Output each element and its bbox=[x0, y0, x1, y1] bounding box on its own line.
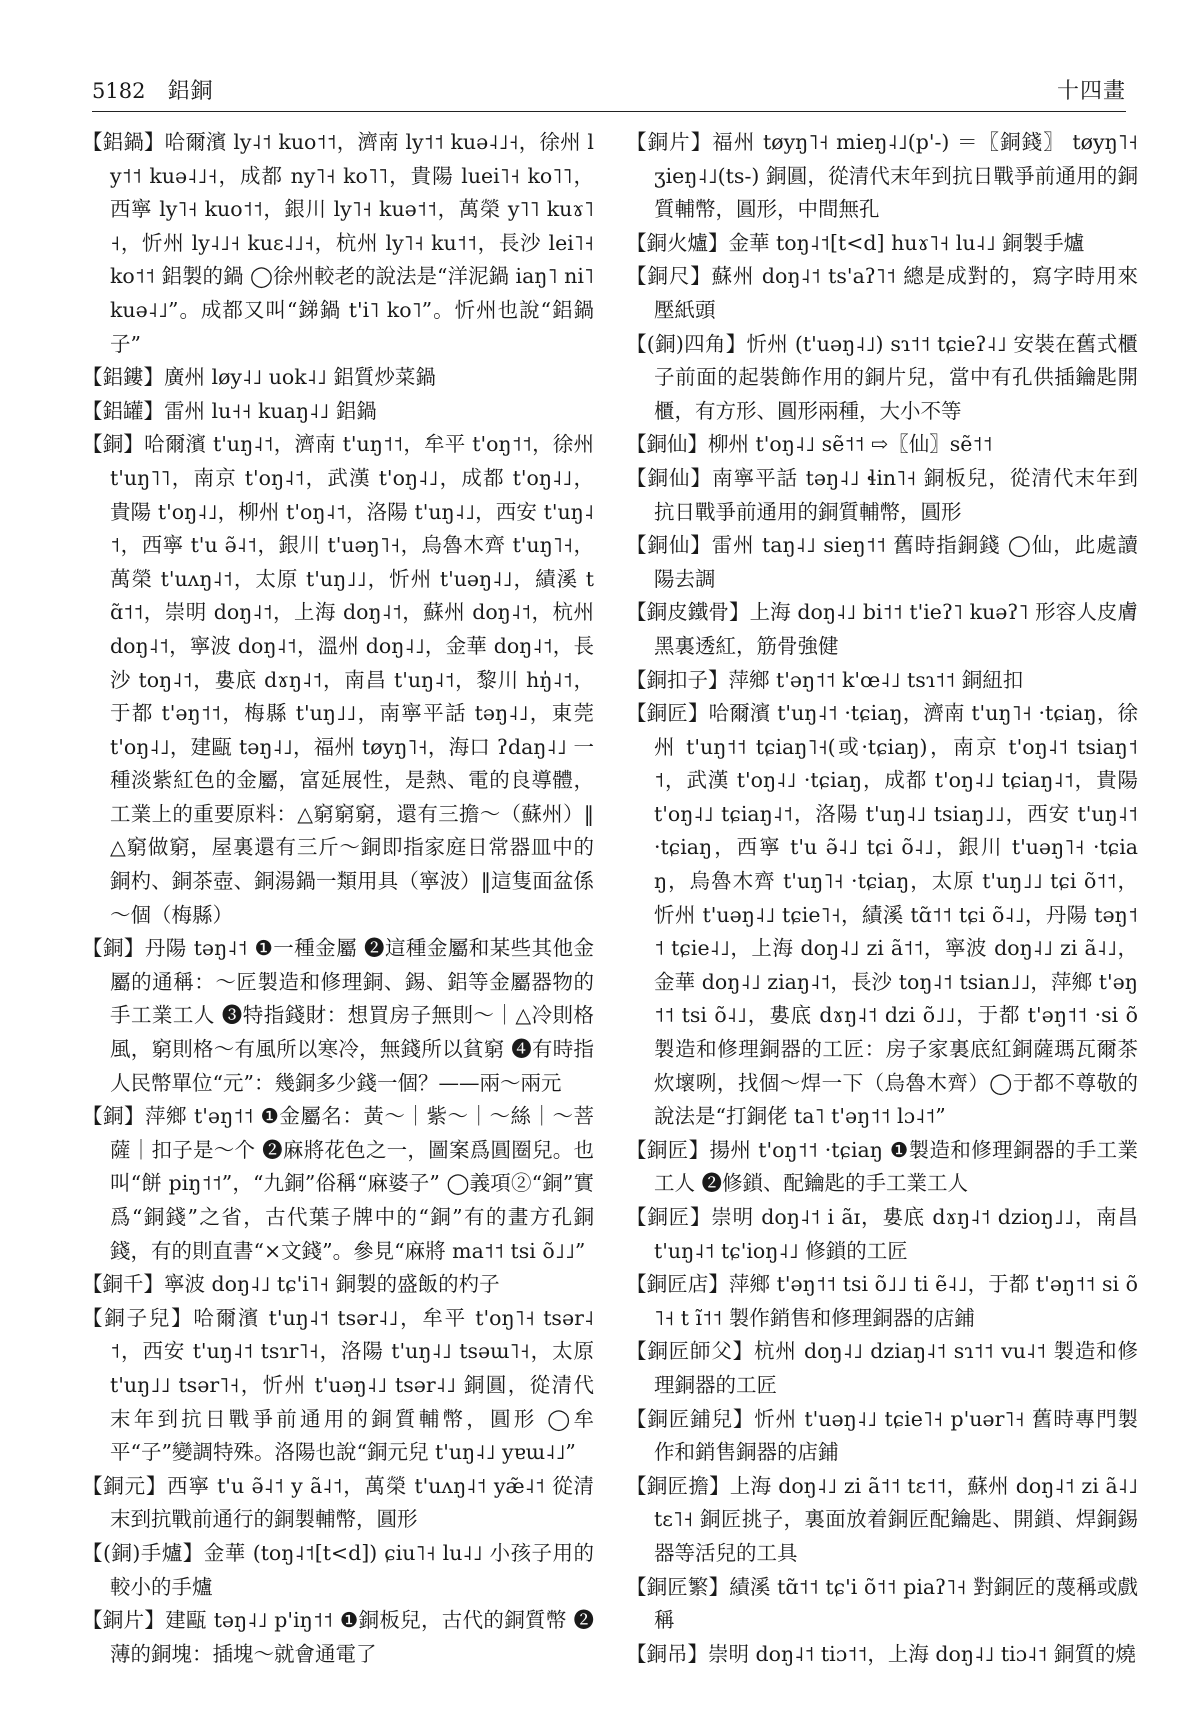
dictionary-entry: 【銅元】西寧 t'u ə̃˨˦ y ã˨˦，萬榮 t'uʌŋ˨˦ yæ̃˨˦ 從清末到抗戰前通行的銅製輔幣，圓形 bbox=[82, 1473, 594, 1532]
dictionary-entry: 【銅仙】雷州 taŋ˨˩ sieŋ˦˦ 舊時指銅錢 ◯仙，此處讀陽去調 bbox=[626, 533, 1138, 591]
dictionary-entry: 【銅匠】哈爾濱 t'uŋ˨˦ ·tɕiaŋ，濟南 t'uŋ˥˧ ·tɕiaŋ，徐州 t'uŋ˦˦ tɕiaŋ˥˧(或·tɕiaŋ)，南京 t'oŋ˨˦ tsiaŋ˦˦，武漢 t'oŋ˨˩ ·tɕiaŋ，成都 t'oŋ˨˩ tɕiaŋ˨˦，貴陽 t'oŋ˨˩ tɕiaŋ˨˦，洛陽 t'uŋ˨˩ tsiaŋ˩˩，西安 t'uŋ˨˦ ·tɕiaŋ，西寧 t'u ə̃˨˩ tɕi õ˨˩，銀川 t'uəŋ˥˧ ·tɕiaŋ，烏魯木齊 t'uŋ˥˧ ·tɕiaŋ，太原 t'uŋ˩˩ tɕi õ˦˦，忻州 t'uəŋ˨˩ tɕie˥˧，績溪 tɑ̃˦˦ tɕi õ˨˩，丹陽 təŋ˦˦ tɕie˨˩，上海 doŋ˨˩ zi ã˦˦，寧波 doŋ˨˩ zi ã˨˩，金華 doŋ˨˩ ziaŋ˨˦，長沙 toŋ˨˦ tsian˩˩，萍鄉 t'əŋ˦˦ tsi õ˨˩，婁底 dɤŋ˨˦ dzi õ˩˩，于都 t'əŋ˦˦ ·si õ 製造和修理銅器的工匠：房子家裏底紅銅薩瑪瓦爾茶炊壞咧，找個～焊一下（烏魯木齊）◯于都不尊敬的說法是“打銅佬 ta˥ t'əŋ˦˦ lɔ˨˦” bbox=[626, 701, 1138, 1129]
dictionary-entry: 【鋁鍋】哈爾濱 ly˨˦ kuo˦˦，濟南 ly˦˦ kuə˨˩˧，徐州 ly˦˦ kuə˨˩˧，成都 ny˥˧ ko˥˥，貴陽 luei˥˧ ko˥˥，西寧 ly˥˧ kuo˦˦，銀川 ly˥˧ kuə˦˦，萬榮 y˥˥ kuɤ˥˧，忻州 ly˨˩˧ kuɛ˨˩˧，杭州 ly˥˧ ku˦˦，長沙 lei˥˧ ko˦˦ 鋁製的鍋 ◯徐州較老的說法是“洋泥鍋 iaŋ˥ ni˥ kuə˨˩”。成都又叫“銻鍋 t'i˥ ko˥”。忻州也說“鋁鍋子” bbox=[82, 130, 594, 356]
page-number: 5182 bbox=[92, 79, 146, 103]
dictionary-entry: 【銅子兒】哈爾濱 t'uŋ˨˦ tsər˨˩，牟平 t'oŋ˥˧ tsər˨˦，西安 t'uŋ˨˦ tsɿr˥˧，洛陽 t'uŋ˨˩ tsəɯ˥˧，太原 t'uŋ˩˩ tsər˥˧，忻州 t'uəŋ˨˩ tsər˨˩ 銅圓，從清代末年到抗日戰爭前通用的銅質輔幣，圓形 ◯牟平“子”變調特殊。洛陽也說“銅元兒 t'uŋ˨˩ yɐɯ˨˩” bbox=[82, 1305, 594, 1465]
dictionary-entry: 【銅】哈爾濱 t'uŋ˨˦，濟南 t'uŋ˦˦，牟平 t'oŋ˦˦，徐州 t'uŋ˥˥，南京 t'oŋ˨˦，武漢 t'oŋ˨˩，成都 t'oŋ˨˩，貴陽 t'oŋ˨˩，柳州 t'oŋ˨˦，洛陽 t'uŋ˨˩，西安 t'uŋ˨˦，西寧 t'u ə̃˨˦，銀川 t'uəŋ˥˧，烏魯木齊 t'uŋ˥˧，萬榮 t'uʌŋ˨˦，太原 t'uŋ˩˩，忻州 t'uəŋ˨˩，績溪 tɑ̃˦˦，崇明 doŋ˨˦，上海 doŋ˨˦，蘇州 doŋ˨˦，杭州 doŋ˨˦，寧波 doŋ˨˦，溫州 doŋ˨˩，金華 doŋ˨˦，長沙 toŋ˨˦，婁底 dɤŋ˨˦，南昌 t'uŋ˨˦，黎川 hŋ̍˨˦，于都 t'əŋ˦˦，梅縣 t'uŋ˩˩，南寧平話 təŋ˨˩，東莞 t'oŋ˨˩，建甌 təŋ˨˩，福州 tøyŋ˥˧，海口 ʔdaŋ˨˩ 一種淡紫紅色的金屬，富延展性，是熱、電的良導體，工業上的重要原料：△窮窮窮，還有三擔～（蘇州）‖△窮做窮，屋裏還有三斤～銅即指家庭日常器皿中的銅杓、銅茶壺、銅湯鍋一類用具（寧波）‖這隻面盆係～個（梅縣） bbox=[82, 432, 594, 927]
dictionary-entry: 【銅匠擔】上海 doŋ˨˩ zi ã˦˦ tɛ˦˦，蘇州 doŋ˨˦ zi ã˨˩ tɛ˥˧ 銅匠挑子，裏面放着銅匠配鑰匙、開鎖、焊銅錫器等活兒的工具 bbox=[626, 1473, 1138, 1565]
dictionary-entry: 【鋁罐】雷州 lu˧˧ kuaŋ˨˩ 鋁鍋 bbox=[82, 398, 377, 423]
dictionary-entry: 【銅匠鋪兒】忻州 t'uəŋ˨˩ tɕie˥˧ p'uər˥˧ 舊時專門製作和銷售銅器的店鋪 bbox=[626, 1406, 1138, 1465]
dictionary-entry: 【銅仙】南寧平話 təŋ˨˩ ɬin˥˧ 銅板兒，從清代末年到抗日戰爭前通用的銅質輔幣，圓形 bbox=[626, 465, 1138, 524]
dictionary-entry: 【銅匠】揚州 t'oŋ˦˦ ·tɕiaŋ ❶製造和修理銅器的手工業工人 ❷修鎖、配鑰匙的手工業工人 bbox=[626, 1137, 1138, 1196]
running-head: 鋁銅 bbox=[167, 79, 214, 104]
dictionary-entry: 【銅匠】崇明 doŋ˨˦ i ãɪ，婁底 dɤŋ˨˦ dzioŋ˩˩，南昌 t'uŋ˨˦ tɕ'ioŋ˨˩ 修鎖的工匠 bbox=[626, 1205, 1138, 1263]
dictionary-entry: 【銅扣子】萍鄉 t'əŋ˦˦ k'œ˨˩ tsɿ˦˦ 銅紐扣 bbox=[626, 667, 1024, 692]
dictionary-entry: 【銅千】寧波 doŋ˨˩ tɕ'i˥˧ 銅製的盛飯的杓子 bbox=[82, 1272, 500, 1297]
dictionary-entry: 【銅仙】柳州 t'oŋ˨˩ sẽ˦˦ ⇨〖仙〗sẽ˦˦ bbox=[626, 432, 993, 457]
dictionary-entry: 【銅】丹陽 təŋ˨˦ ❶一種金屬 ❷這種金屬和某些其他金屬的通稱：～匠製造和修理銅、錫、鋁等金屬器物的手工業工人 ❸特指錢財：想買房子無則～｜△冷則格風，窮則格～有風所以寒冷，無錢所以貧窮 ❹有時指人民幣單位“元”：幾銅多少錢一個？——兩～兩元 bbox=[82, 936, 594, 1095]
dictionary-entry: 【銅匠店】萍鄉 t'əŋ˦˦ tsi õ˩˩ ti ẽ˨˩，于都 t'əŋ˦˦ si õ˥˧ t ĩ˦˦ 製作銷售和修理銅器的店鋪 bbox=[626, 1272, 1138, 1330]
dictionary-entry: 【銅尺】蘇州 doŋ˨˦ ts'aʔ˥˦ 總是成對的，寫字時用來壓紙頭 bbox=[626, 264, 1138, 322]
dictionary-entry: 【銅火爐】金華 toŋ˨˦[t<d] huɤ˥˧ lu˨˩ 銅製手爐 bbox=[626, 230, 1085, 255]
dictionary-columns bbox=[82, 126, 1138, 1704]
right-column bbox=[626, 126, 1138, 1704]
dictionary-entry: 【(銅)四角】忻州 (t'uəŋ˨˩) sɿ˦˦ tɕieʔ˨˩ 安裝在舊式櫃子前面的起裝飾作用的銅片兒，當中有孔供插鑰匙開櫃，有方形、圓形兩種，大小不等 bbox=[626, 331, 1138, 423]
header-left bbox=[92, 74, 213, 105]
dictionary-entry: 【銅片】福州 tøyŋ˥˧ mieŋ˨˩(p'-) ＝〖銅錢〗 tøyŋ˥˧ ʒieŋ˨˩(ts-) 銅圓，從清代末年到抗日戰爭前通用的銅質輔幣，圓形，中間無孔 bbox=[626, 130, 1138, 222]
dictionary-entry: 【(銅)手爐】金華 (toŋ˨˦[t<d]) ɕiu˥˧ lu˨˩ 小孩子用的較小的手爐 bbox=[82, 1540, 594, 1599]
dictionary-entry: 【銅匠繁】績溪 tɑ̃˦˦ tɕ'i õ˦˦ piaʔ˥˧ 對銅匠的蔑稱或戲稱 bbox=[626, 1574, 1138, 1633]
left-column bbox=[82, 126, 594, 1704]
dictionary-entry: 【銅吊】崇明 doŋ˨˦ tiɔ˦˦，上海 doŋ˨˩ tiɔ˨˦ 銅質的燒 bbox=[626, 1641, 1136, 1666]
dictionary-entry: 【鋁鏤】廣州 løy˨˩ uok˨˩ 鋁質炒菜鍋 bbox=[82, 365, 436, 390]
dictionary-entry: 【銅片】建甌 təŋ˨˩ p'iŋ˦˦ ❶銅板兒，古代的銅質幣 ❷薄的銅塊：插塊～就會通電了 bbox=[82, 1608, 594, 1666]
dictionary-entry: 【銅】萍鄉 t'əŋ˦˦ ❶金屬名：黃～｜紫～｜～絲｜～菩薩｜扣子是～个 ❷麻將花色之一，圖案爲圓圈兒。也叫“餅 piŋ˦˦”，“九銅”俗稱“麻婆子” ◯義項②“銅”實爲“銅錢”之省，古代葉子牌中的“銅”有的畫方孔銅錢，有的則直書“×文錢”。參見“麻將 ma˦˦ tsi õ˩˩” bbox=[82, 1104, 594, 1263]
dictionary-entry: 【銅匠師父】杭州 doŋ˨˩ dziaŋ˨˦ sɿ˦˦ vu˨˦ 製造和修理銅器的工匠 bbox=[626, 1339, 1138, 1397]
section-label: 十四畫 bbox=[1056, 79, 1126, 104]
page-header bbox=[92, 68, 1126, 112]
dictionary-entry: 【銅皮鐵骨】上海 doŋ˨˩ bi˦˦ t'ieʔ˥ kuəʔ˥ 形容人皮膚黑裏透紅，筋骨強健 bbox=[626, 600, 1138, 658]
